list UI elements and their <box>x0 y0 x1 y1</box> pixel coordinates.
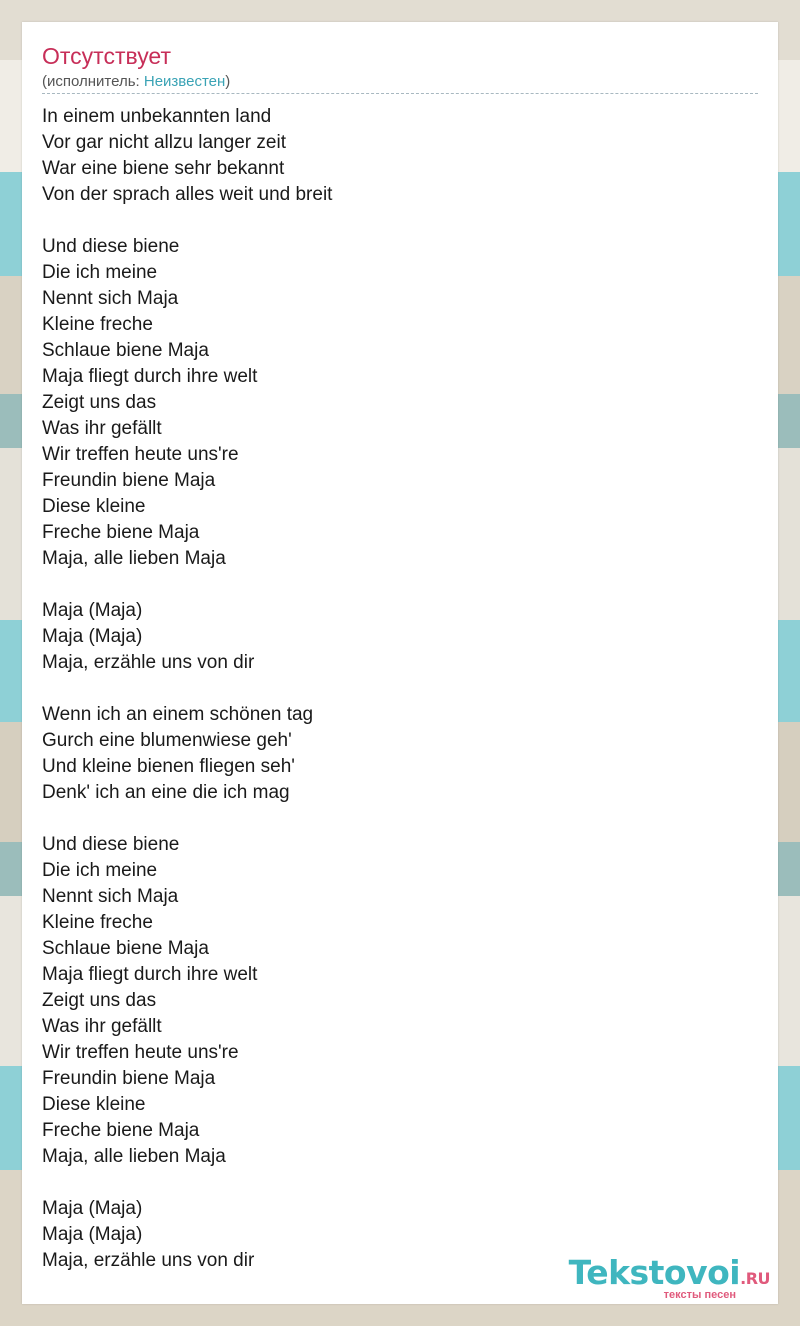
lyric-line: Wenn ich an einem schönen tag <box>42 704 314 725</box>
logo-tld: .RU <box>740 1269 770 1288</box>
lyric-line: Maja (Maja) <box>42 626 143 647</box>
artist-suffix: ) <box>225 73 231 90</box>
lyric-line: Und diese biene <box>42 236 180 257</box>
lyric-line: Maja, erzähle uns von dir <box>42 1250 255 1271</box>
lyric-line: Von der sprach alles weit und breit <box>42 184 333 205</box>
lyric-line: Maja (Maja) <box>42 1198 143 1219</box>
lyric-line: Gurch eine blumenwiese geh' <box>42 730 292 751</box>
lyric-line: Was ihr gefällt <box>42 418 162 439</box>
lyric-line: Maja (Maja) <box>42 1224 143 1245</box>
stanza-break <box>42 676 758 702</box>
lyric-line: Maja, alle lieben Maja <box>42 548 226 569</box>
lyric-line: Freche biene Maja <box>42 1120 200 1141</box>
lyric-line: Nennt sich Maja <box>42 886 179 907</box>
artist-link[interactable]: Неизвестен <box>143 73 226 90</box>
stanza-break <box>42 806 758 832</box>
lyric-line: Und diese biene <box>42 834 180 855</box>
lyric-line: Diese kleine <box>42 496 146 517</box>
song-subtitle <box>42 72 758 94</box>
stanza-break <box>42 208 758 234</box>
lyric-line: Die ich meine <box>42 860 158 881</box>
artist-prefix: (исполнитель: <box>42 73 144 90</box>
lyric-line: Maja fliegt durch ihre welt <box>42 964 258 985</box>
lyric-line: Was ihr gefällt <box>42 1016 162 1037</box>
lyric-line: Diese kleine <box>42 1094 146 1115</box>
lyric-line: Maja (Maja) <box>42 600 143 621</box>
lyric-line: In einem unbekannten land <box>42 106 272 127</box>
lyric-line: Denk' ich an eine die ich mag <box>42 782 290 803</box>
logo-name: Tekstovoi <box>568 1253 741 1292</box>
lyric-line: Kleine freche <box>42 314 153 335</box>
lyric-line: Maja, alle lieben Maja <box>42 1146 226 1167</box>
lyric-line: Maja, erzähle uns von dir <box>42 652 255 673</box>
site-logo[interactable] <box>569 1255 770 1301</box>
lyric-line: Die ich meine <box>42 262 158 283</box>
lyric-line: Maja fliegt durch ihre welt <box>42 366 258 387</box>
logo-tagline: тексты песен <box>663 1289 736 1301</box>
lyric-line: Zeigt uns das <box>42 392 157 413</box>
song-title: Отсутствует <box>42 43 171 69</box>
lyric-line: Freundin biene Maja <box>42 470 216 491</box>
lyric-line: Nennt sich Maja <box>42 288 179 309</box>
lyric-line: Kleine freche <box>42 912 153 933</box>
lyrics-card <box>22 22 778 1304</box>
lyric-line: Schlaue biene Maja <box>42 340 209 361</box>
lyric-line: Schlaue biene Maja <box>42 938 209 959</box>
stanza-break <box>42 1170 758 1196</box>
stanza-break <box>42 572 758 598</box>
lyric-line: Freche biene Maja <box>42 522 200 543</box>
lyric-line: Wir treffen heute uns're <box>42 444 239 465</box>
lyric-line: Wir treffen heute uns're <box>42 1042 239 1063</box>
lyric-line: War eine biene sehr bekannt <box>42 158 285 179</box>
lyric-line: Freundin biene Maja <box>42 1068 216 1089</box>
lyrics-body <box>42 104 758 1274</box>
lyric-line: Zeigt uns das <box>42 990 157 1011</box>
lyric-line: Und kleine bienen fliegen seh' <box>42 756 295 777</box>
lyric-line: Vor gar nicht allzu langer zeit <box>42 132 286 153</box>
